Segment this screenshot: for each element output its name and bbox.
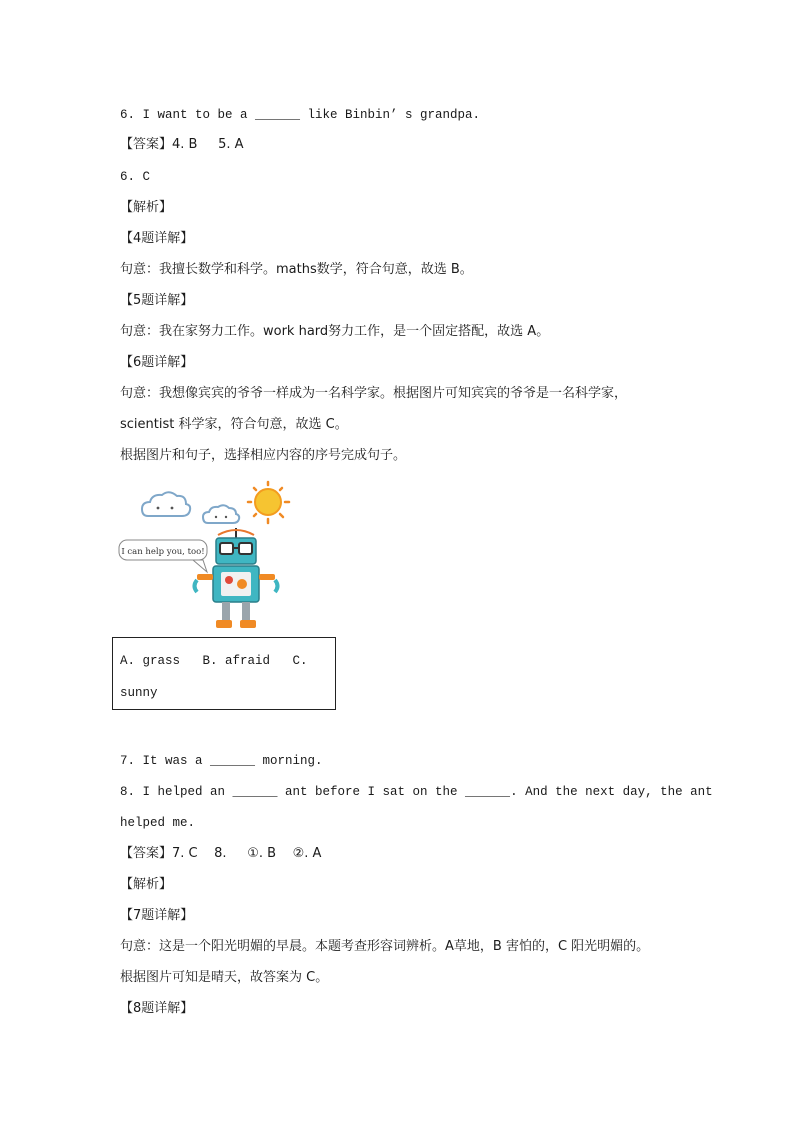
answer-7-8: 【答案】7. C 8. ①. B ②. A xyxy=(120,846,322,861)
answer-4-5: 【答案】4. B 5. A xyxy=(120,137,244,152)
options-row-2: sunny xyxy=(120,686,158,700)
instruction: 根据图片和句子，选择相应内容的序号完成句子。 xyxy=(120,448,407,463)
robot-icon xyxy=(195,528,278,628)
detail-7-heading: 【7题详解】 xyxy=(120,908,194,923)
sun-icon xyxy=(248,482,289,523)
analysis-heading: 【解析】 xyxy=(120,200,173,215)
detail-7-text-2: 根据图片可知是晴天，故答案为 C。 xyxy=(120,970,329,985)
speech-bubble xyxy=(119,540,207,572)
detail-6-heading: 【6题详解】 xyxy=(120,355,194,370)
detail-8-heading: 【8题详解】 xyxy=(120,1001,194,1016)
detail-5-text: 句意：我在家努力工作。work hard努力工作，是一个固定搭配，故选 A。 xyxy=(120,324,550,339)
detail-4-text: 句意：我擅长数学和科学。maths数学，符合句意，故选 B。 xyxy=(120,262,473,277)
question-8-line-2: helped me. xyxy=(120,816,196,830)
detail-6-text-1: 句意：我想像宾宾的爷爷一样成为一名科学家。根据图片可知宾宾的爷爷是一名科学家， xyxy=(120,386,628,401)
detail-4-heading: 【4题详解】 xyxy=(120,231,194,246)
detail-6-text-2: scientist 科学家，符合句意，故选 C。 xyxy=(120,417,348,432)
options-box xyxy=(112,637,336,710)
question-8-line-1: 8. I helped an ______ ant before I sat on the ______. And the next day, the ant xyxy=(120,785,713,799)
speech-text: I can help you, too! xyxy=(121,547,205,557)
question-6: 6. I want to be a ______ like Binbin’ s grandpa. xyxy=(120,108,481,122)
question-7: 7. It was a ______ morning. xyxy=(120,754,323,768)
answer-6: 6. C xyxy=(120,170,151,184)
detail-5-heading: 【5题详解】 xyxy=(120,293,194,308)
analysis-heading-2: 【解析】 xyxy=(120,877,173,892)
detail-7-text-1: 句意：这是一个阳光明媚的早晨。本题考查形容词辨析。A草地，B 害怕的，C 阳光明媚的。 xyxy=(120,939,650,954)
options-row-1: A. grass B. afraid C. xyxy=(120,654,308,668)
robot-illustration xyxy=(118,480,300,632)
cloud-icon xyxy=(142,492,190,516)
cloud-icon xyxy=(203,505,239,523)
